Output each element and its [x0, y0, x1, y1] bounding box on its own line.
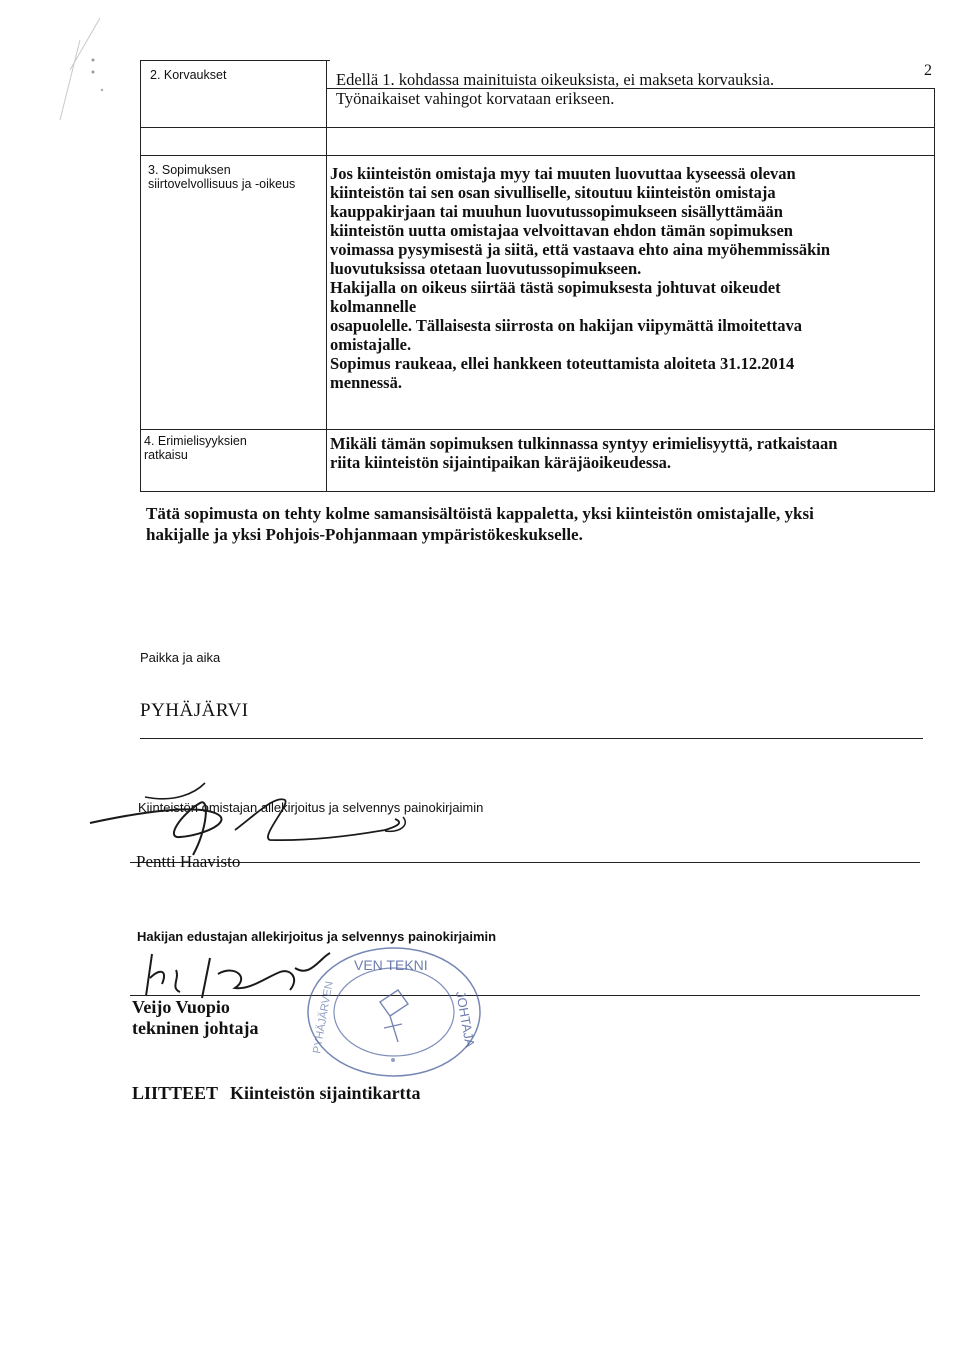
text-line: kauppakirjaan tai muuhun luovutussopimukseen sisällyttämään [330, 202, 783, 221]
label-line: 3. Sopimuksen [148, 163, 231, 177]
attachments [132, 1083, 421, 1104]
text-line: Tätä sopimusta on tehty kolme samansisältöistä kappaletta, yksi kiinteistön omistajalle, yksi [146, 504, 814, 523]
row-body-erimielisyys [330, 434, 837, 472]
row-body-siirto [330, 164, 830, 392]
place-underline [140, 738, 923, 739]
page-number: 2 [924, 62, 932, 79]
attachments-label: LIITTEET [132, 1083, 219, 1103]
text-line: voimassa pysymisestä ja siitä, että vastaava ehto aina myöhemmissäkin [330, 240, 831, 259]
text-line: Hakijalla on oikeus siirtää tästä sopimuksesta johtuvat oikeudet [330, 278, 781, 297]
label-line: ratkaisu [144, 448, 188, 462]
row-label-erimielisyys [144, 434, 247, 462]
text-line: kiinteistön tai sen osan sivulliselle, sitoutuu kiinteistön omistaja [330, 183, 776, 202]
margin-scribble [30, 10, 120, 130]
text-line: Työnaikaiset vahingot korvataan erikseen. [336, 89, 615, 108]
place-value: PYHÄJÄRVI [140, 700, 249, 721]
text-line: Edellä 1. kohdassa mainituista oikeuksista, ei makseta korvauksia. [336, 70, 775, 89]
place-time-label: Paikka ja aika [140, 650, 221, 665]
owner-signature [85, 775, 445, 860]
text-line: omistajalle. [330, 335, 412, 354]
row-label-siirto [148, 163, 295, 191]
text-line: osapuolelle. Tällaisesta siirrosta on hakijan viipymättä ilmoitettava [330, 316, 802, 335]
owner-signature-label: Kiinteistön omistajan allekirjoitus ja selvennys painokirjaimin [138, 800, 484, 815]
terms-table [140, 60, 935, 492]
text-line: mennessä. [330, 373, 402, 392]
stamp-text-left: PYHÄJÄRVEN [311, 980, 336, 1055]
stamp-text-top: VEN TEKNI [354, 957, 428, 973]
applicant-signature-label: Hakijan edustajan allekirjoitus ja selvennys painokirjaimin [137, 929, 497, 944]
row-body-korvaukset [336, 70, 774, 108]
stamp-text-right: JOHTAJA [453, 989, 478, 1049]
applicant-name: Veijo Vuopio [132, 997, 230, 1017]
applicant-title: tekninen johtaja [132, 1018, 259, 1038]
text-line: Mikäli tämän sopimuksen tulkinnassa syntyy erimielisyyttä, ratkaistaan [330, 434, 838, 453]
owner-signature-line [130, 862, 920, 863]
text-line: kiinteistön uutta omistajaa velvoittavan ehdon tämän sopimuksen [330, 221, 793, 240]
text-line: riita kiinteistön sijaintipaikan käräjäoikeudessa. [330, 453, 672, 472]
text-line: kolmannelle [330, 297, 417, 316]
attachments-value: Kiinteistön sijaintikartta [230, 1083, 421, 1103]
text-line: Jos kiinteistön omistaja myy tai muuten luovuttaa kyseessä olevan [330, 164, 796, 183]
official-stamp [298, 942, 488, 1082]
closing-paragraph [146, 503, 936, 545]
text-line: luovutuksissa otetaan luovutussopimukseen. [330, 259, 642, 278]
row-label-korvaukset: 2. Korvaukset [150, 68, 227, 82]
owner-name: Pentti Haavisto [136, 852, 241, 871]
applicant-signature-line [130, 995, 920, 996]
text-line: Sopimus raukeaa, ellei hankkeen toteuttamista aloiteta 31.12.2014 [330, 354, 795, 373]
label-line: siirtovelvollisuus ja -oikeus [148, 177, 296, 191]
text-line: hakijalle ja yksi Pohjois-Pohjanmaan ympäristökeskukselle. [146, 525, 583, 544]
label-line: 4. Erimielisyyksien [144, 434, 247, 448]
